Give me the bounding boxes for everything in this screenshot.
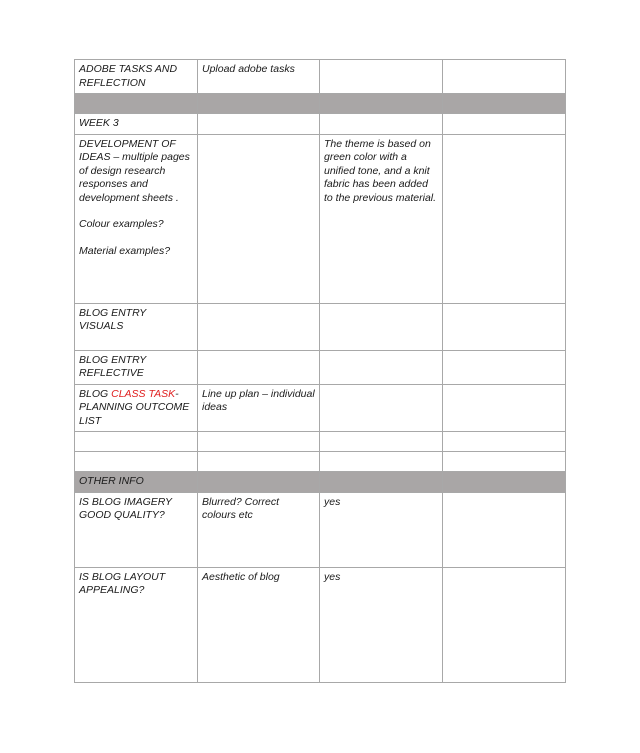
table-cell [443,134,566,303]
table-row [75,114,566,135]
cell-paragraph: Material examples? [79,244,171,257]
table-cell [443,452,566,472]
cell-paragraph: DEVELOPMENT OF IDEAS – multiple pages of design research responses and development sheets . [79,137,190,204]
shaded-separator-row [75,94,566,114]
table-cell [443,114,566,135]
table-cell [443,303,566,350]
other-info-heading: OTHER INFO [75,472,198,493]
week-label: WEEK 3 [75,114,198,135]
table-cell [198,134,320,303]
table-cell [443,350,566,384]
table-row [75,432,566,452]
table-cell [443,94,566,114]
table-row [75,452,566,472]
table-cell [198,472,320,493]
table-cell [320,350,443,384]
cell-paragraph: Colour examples? [79,218,164,230]
table-cell: yes [320,567,443,682]
table-row [75,492,566,567]
table-cell: Upload adobe tasks [198,60,320,94]
table-cell [320,114,443,135]
table-cell [75,384,198,432]
table-cell [443,60,566,94]
table-cell: Blurred? Correct colours etc [198,492,320,567]
table-cell: IS BLOG LAYOUT APPEALING? [75,567,198,682]
table-cell [320,384,443,432]
table-cell: IS BLOG IMAGERY GOOD QUALITY? [75,492,198,567]
table-cell: ADOBE TASKS AND REFLECTION [75,60,198,94]
table-row [75,134,566,303]
cell-text: - PLANNING OUTCOME LIST [79,387,190,427]
table-cell [443,472,566,493]
table-cell [320,472,443,493]
table-row [75,384,566,432]
table-cell [198,114,320,135]
table-cell [443,492,566,567]
table-row [75,60,566,94]
table-cell [198,94,320,114]
table-cell [320,60,443,94]
table-cell: Aesthetic of blog [198,567,320,682]
table-cell [198,432,320,452]
table-cell [75,134,198,303]
table-cell [75,452,198,472]
table-row [75,303,566,350]
table-cell [320,452,443,472]
table-cell [320,94,443,114]
table-cell [443,384,566,432]
table-cell [443,432,566,452]
table-cell [198,452,320,472]
table-cell: Line up plan – individual ideas [198,384,320,432]
table-cell: BLOG ENTRY VISUALS [75,303,198,350]
table-cell [443,567,566,682]
table-row [75,567,566,682]
table-cell [198,350,320,384]
table-cell [320,432,443,452]
table-cell [75,94,198,114]
table-cell: yes [320,492,443,567]
assessment-table [74,59,566,683]
table-row [75,350,566,384]
cell-text: BLOG [79,387,112,400]
table-cell [320,303,443,350]
table-cell: BLOG ENTRY REFLECTIVE [75,350,198,384]
class-task-highlight: CLASS TASK [111,387,176,400]
table-cell [198,303,320,350]
table-cell [75,432,198,452]
shaded-section-row [75,472,566,493]
table-cell: The theme is based on green color with a unified tone, and a knit fabric has been added to the previous material. [320,134,443,303]
